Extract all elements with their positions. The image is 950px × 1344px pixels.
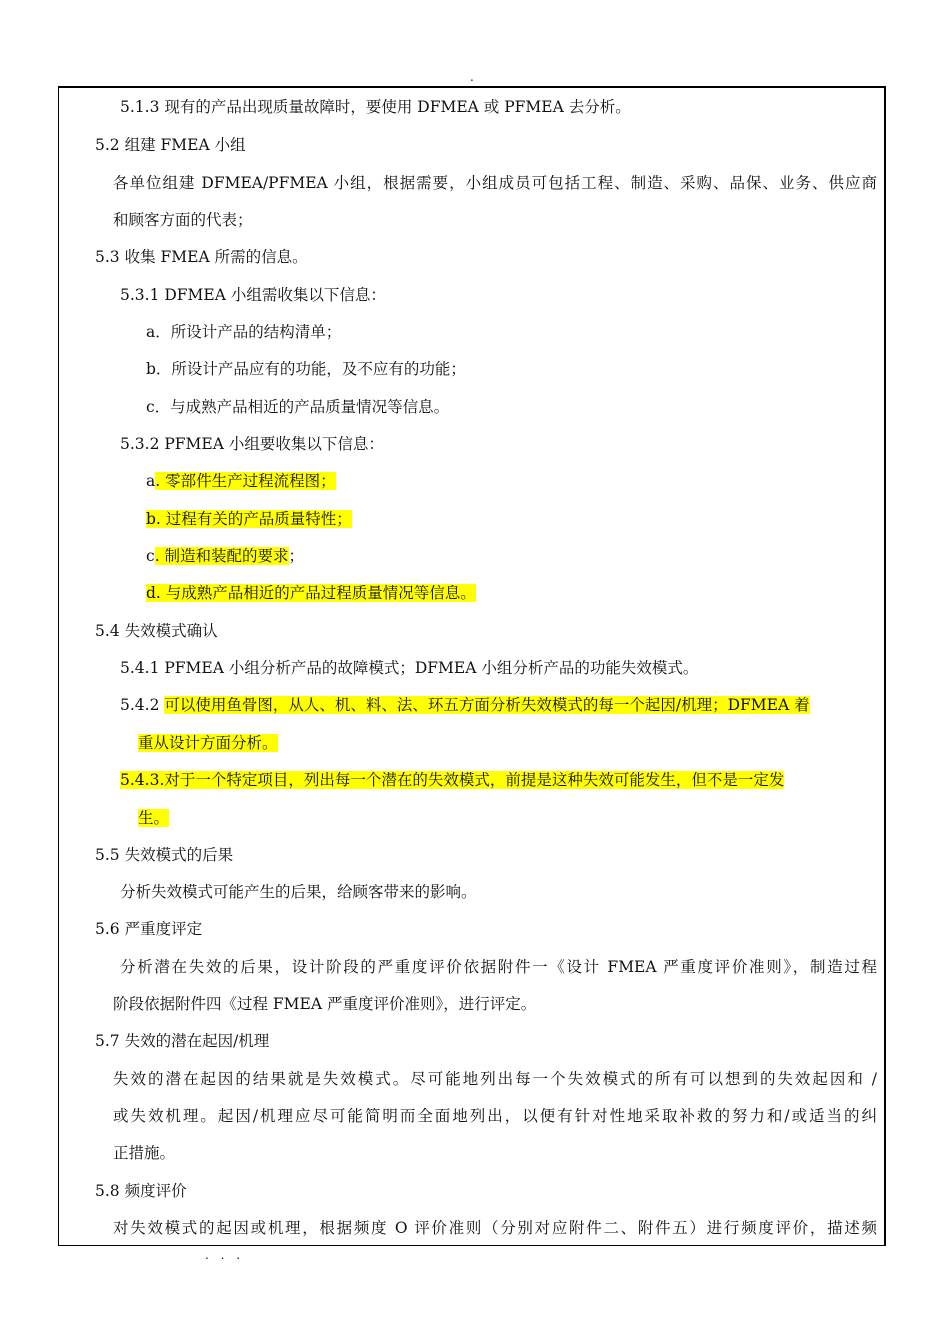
paragraph-5-6-line-2: 阶段依据附件四《过程 FMEA 严重度评价准则》，进行评定。 [113,995,537,1013]
paragraph-5-2-line-2: 和顾客方面的代表； [113,211,253,229]
clause-5-4-1: 5.4.1 PFMEA 小组分析产品的故障模式；DFMEA 小组分析产品的功能失效模式。 [120,659,699,677]
clause-5-4-3-continuation [138,805,169,831]
heading-5-7: 5.7 失效的潜在起因/机理 [95,1032,270,1050]
paragraph-5-7-line-2: 或失效机理。起因/机理应尽可能简明而全面地列出，以便有针对性地采取补救的努力和/或适当的纠 [113,1107,877,1125]
item-5-3-2-c-suffix: ； [288,547,305,565]
item-5-3-1-c: c．与成熟产品相近的产品质量情况等信息。 [146,398,450,416]
clause-5-4-2-number: 5.4.2 [120,696,165,714]
item-5-3-2-b-highlight: b. 过程有关的产品质量特性； [146,510,352,528]
item-5-3-2-c [146,543,304,569]
item-5-3-2-b [146,506,352,532]
item-5-3-2-a [146,468,336,494]
clause-5-1-3: 5.1.3 现有的产品出现质量故障时，要使用 DFMEA 或 PFMEA 去分析。 [120,98,631,116]
clause-5-3-2: 5.3.2 PFMEA 小组要收集以下信息： [120,435,384,453]
clause-5-4-2-continuation-highlight: 重从设计方面分析。 [138,734,278,752]
item-5-3-2-a-prefix: a [146,472,156,490]
item-5-3-1-a: a．所设计产品的结构清单； [146,323,342,341]
page-top-mark: . [470,70,474,84]
paragraph-5-5: 分析失效模式可能产生的后果，给顾客带来的影响。 [120,883,477,901]
paragraph-5-2-line-1: 各单位组建 DFMEA/PFMEA 小组，根据需要，小组成员可包括工程、制造、采购、品保、业务、供应商 [113,174,877,192]
item-5-3-2-d-highlight: d. 与成熟产品相近的产品过程质量情况等信息。 [146,584,476,602]
item-5-3-1-b: b．所设计产品应有的功能，及不应有的功能； [146,360,466,378]
heading-5-6: 5.6 严重度评定 [95,920,203,938]
clause-5-4-2-highlight: 可以使用鱼骨图，从人、机、料、法、环五方面分析失效模式的每一个起因/机理；DFMEA 着 [164,696,810,714]
clause-5-4-2 [120,692,810,718]
paragraph-5-7-line-1: 失效的潜在起因的结果就是失效模式。尽可能地列出每一个失效模式的所有可以想到的失效起因和 / [113,1070,877,1088]
clause-5-4-3-highlight: 5.4.3.对于一个特定项目，列出每一个潜在的失效模式，前提是这种失效可能发生，但不是一定发 [120,771,785,789]
item-5-3-2-a-highlight: . 零部件生产过程流程图； [155,472,336,490]
clause-5-4-2-continuation [138,730,278,756]
clause-5-4-3 [120,767,784,793]
heading-5-4: 5.4 失效模式确认 [95,622,218,640]
heading-5-8: 5.8 频度评价 [95,1182,187,1200]
heading-5-2: 5.2 组建 FMEA 小组 [95,136,246,154]
heading-5-5: 5.5 失效模式的后果 [95,846,234,864]
paragraph-5-6-line-1: 分析潜在失效的后果，设计阶段的严重度评价依据附件一《设计 FMEA 严重度评价准则》，制造过程 [120,958,877,976]
item-5-3-2-d [146,580,476,606]
paragraph-5-7-line-3: 正措施。 [113,1144,176,1162]
page-bottom-mark: . . . [205,1248,245,1262]
heading-5-3: 5.3 收集 FMEA 所需的信息。 [95,248,308,266]
clause-5-4-3-continuation-highlight: 生。 [138,809,170,827]
paragraph-5-8-line-1: 对失效模式的起因或机理，根据频度 O 评价准则（分别对应附件二、附件五）进行频度评价，描述频 [113,1219,877,1237]
item-5-3-2-c-highlight: . 制造和装配的要求 [154,547,289,565]
item-5-3-2-c-prefix: c [146,547,155,565]
clause-5-3-1: 5.3.1 DFMEA 小组需收集以下信息： [120,286,386,304]
